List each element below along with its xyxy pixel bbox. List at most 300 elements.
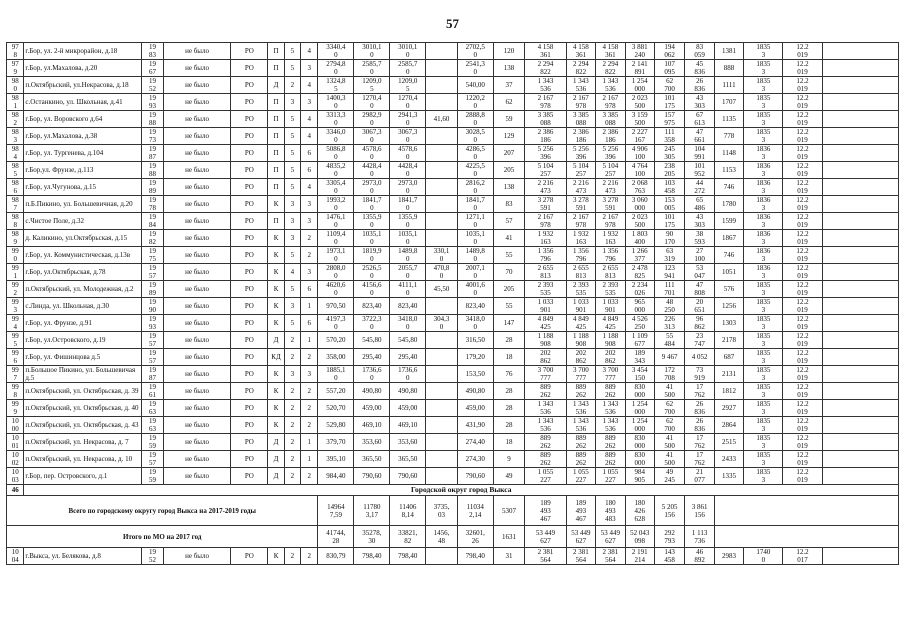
cost-budget: 245 305 — [654, 145, 684, 162]
cost-fund: 1 254 000 — [625, 400, 654, 417]
deadline: 12.2 019 — [783, 111, 822, 128]
owned-area: 11034 2,14 — [457, 496, 493, 526]
cost-budget: 49 245 — [654, 468, 684, 485]
residents: 55 — [493, 298, 525, 315]
total-area: 520,70 — [318, 400, 354, 417]
table-row — [7, 332, 899, 349]
cost-total-2: 889 262 — [566, 434, 595, 451]
entrances: 1 — [301, 434, 318, 451]
cost-owners: 17 762 — [685, 434, 714, 451]
wall-material: К — [268, 196, 284, 213]
cost-total: 3 700 777 — [525, 366, 566, 383]
wall-material: П — [268, 60, 284, 77]
cost-owners: 26 836 — [685, 400, 714, 417]
last-renovation: не было — [163, 281, 231, 298]
unit-cost: 1381 — [714, 43, 743, 60]
premises-area: 1841,7 0 — [354, 196, 390, 213]
wall-material: К — [268, 281, 284, 298]
cost-fund: 1 266 377 — [625, 247, 654, 264]
entrances: 4 — [301, 43, 318, 60]
residential-area: 295,40 — [390, 349, 426, 366]
empty-cell — [822, 247, 898, 264]
year-built: 19 59 — [142, 434, 164, 451]
cost-owners: 27 100 — [685, 247, 714, 264]
entrances: 1 — [301, 332, 318, 349]
cost-total: 3 385 088 — [525, 111, 566, 128]
empty-cell — [822, 213, 898, 230]
cost-total: 889 262 — [525, 383, 566, 400]
residents: 1631 — [493, 526, 525, 548]
address-cell: д. Каликино, ул.Октябрьская, д.15 — [24, 230, 142, 247]
max-cost: 1835 3 — [744, 366, 783, 383]
owned-area: 823,40 — [457, 298, 493, 315]
cost-budget: 62 700 — [654, 400, 684, 417]
owned-area: 490,80 — [457, 383, 493, 400]
cost-total: 189 493 467 — [525, 496, 566, 526]
max-cost: 1835 3 — [744, 111, 783, 128]
year-built: 19 83 — [142, 43, 164, 60]
nonresidential-area — [426, 400, 458, 417]
cost-total-3: 3 278 591 — [596, 196, 625, 213]
last-renovation: не было — [163, 417, 231, 434]
floors: 2 — [284, 548, 300, 565]
premises-area: 3067,3 0 — [354, 128, 390, 145]
cost-owners: 53 047 — [685, 264, 714, 281]
total-label: Итого по МО на 2017 год — [7, 526, 318, 548]
cost-total-2: 202 862 — [566, 349, 595, 366]
cost-owners: 20 651 — [685, 298, 714, 315]
premises-area: 4428,4 0 — [354, 162, 390, 179]
address-cell: п.Октябрьский, ул. Октябрьская, д. 39 — [24, 383, 142, 400]
empty-cell — [822, 315, 898, 332]
cost-total: 1 356 796 — [525, 247, 566, 264]
year-built: 19 87 — [142, 366, 164, 383]
row-number: 99 3 — [7, 298, 24, 315]
cost-total: 2 393 535 — [525, 281, 566, 298]
residential-area: 1270,4 0 — [390, 94, 426, 111]
entrances: 1 — [301, 298, 318, 315]
cost-total: 2 294 822 — [525, 60, 566, 77]
nonresidential-area: 304,3 0 — [426, 315, 458, 332]
last-renovation: не было — [163, 332, 231, 349]
table-row — [7, 451, 899, 468]
nonresidential-area — [426, 60, 458, 77]
ownership: РО — [231, 332, 268, 349]
unit-cost: 1812 — [714, 383, 743, 400]
ownership: РО — [231, 128, 268, 145]
cost-budget: 107 095 — [654, 60, 684, 77]
wall-material: Д — [268, 434, 284, 451]
empty-cell — [822, 43, 898, 60]
cost-total: 2 655 813 — [525, 264, 566, 281]
empty-cell — [822, 434, 898, 451]
residents: 207 — [493, 145, 525, 162]
max-cost: 1835 3 — [744, 77, 783, 94]
deadline: 12.2 019 — [783, 417, 822, 434]
premises-area: 2585,7 0 — [354, 60, 390, 77]
max-cost: 1835 3 — [744, 417, 783, 434]
premises-area: 1270,4 0 — [354, 94, 390, 111]
residential-area: 1489,8 0 — [390, 247, 426, 264]
residential-area: 459,00 — [390, 400, 426, 417]
total-area: 3313,3 0 — [318, 111, 354, 128]
table-row — [7, 417, 899, 434]
wall-material: К — [268, 315, 284, 332]
cost-fund: 1 254 000 — [625, 77, 654, 94]
cost-total-3: 1 343 536 — [596, 400, 625, 417]
address-cell: п.Б.Пикино, ул. Большевичная, д.20 — [24, 196, 142, 213]
deadline: 12.2 017 — [783, 548, 822, 565]
total-area: 970,50 — [318, 298, 354, 315]
wall-material: К — [268, 230, 284, 247]
premises-area: 295,40 — [354, 349, 390, 366]
cost-total-3: 5 104 257 — [596, 162, 625, 179]
max-cost: 1835 3 — [744, 468, 783, 485]
cost-total-3: 1 932 163 — [596, 230, 625, 247]
max-cost: 1835 3 — [744, 94, 783, 111]
row-number: 10 01 — [7, 434, 24, 451]
address-cell: п.Октябрьский, ул. Некрасова, д. 7 — [24, 434, 142, 451]
cost-total: 53 449 627 — [525, 526, 566, 548]
max-cost: 1835 3 — [744, 451, 783, 468]
ownership: РО — [231, 196, 268, 213]
cost-total-2: 4 158 361 — [566, 43, 595, 60]
entrances: 6 — [301, 315, 318, 332]
residents: 9 — [493, 451, 525, 468]
floors: 5 — [284, 128, 300, 145]
table-row — [7, 366, 899, 383]
wall-material: КД — [268, 349, 284, 366]
empty-cell — [822, 548, 898, 565]
last-renovation: не было — [163, 145, 231, 162]
empty-cell — [822, 128, 898, 145]
residential-area: 365,50 — [390, 451, 426, 468]
year-built: 19 61 — [142, 383, 164, 400]
ownership: РО — [231, 213, 268, 230]
cost-total-3: 889 262 — [596, 434, 625, 451]
total-mo-row — [7, 526, 899, 548]
floors: 3 — [284, 94, 300, 111]
owned-area: 316,50 — [457, 332, 493, 349]
deadline: 12.2 019 — [783, 349, 822, 366]
ownership: РО — [231, 94, 268, 111]
nonresidential-area — [426, 332, 458, 349]
max-cost: 1836 3 — [744, 179, 783, 196]
total-area: 3346,0 0 — [318, 128, 354, 145]
year-built: 19 67 — [142, 60, 164, 77]
total-area: 1993,2 0 — [318, 196, 354, 213]
table-row — [7, 548, 899, 565]
cost-total: 4 158 361 — [525, 43, 566, 60]
unit-cost: 1111 — [714, 77, 743, 94]
nonresidential-area — [426, 383, 458, 400]
year-built: 19 57 — [142, 264, 164, 281]
entrances: 6 — [301, 162, 318, 179]
row-number: 99 0 — [7, 247, 24, 264]
residential-area: 790,60 — [390, 468, 426, 485]
cost-budget: 172 708 — [654, 366, 684, 383]
deadline: 12.2 019 — [783, 179, 822, 196]
unit-cost: 576 — [714, 281, 743, 298]
cost-total: 5 104 257 — [525, 162, 566, 179]
cost-total-2: 3 278 591 — [566, 196, 595, 213]
cost-owners: 3 861 156 — [685, 496, 714, 526]
cost-total-2: 889 262 — [566, 451, 595, 468]
premises-area: 2973,0 0 — [354, 179, 390, 196]
empty-cell — [822, 145, 898, 162]
cost-total-2: 1 188 908 — [566, 332, 595, 349]
housing-register-table — [6, 42, 899, 565]
cost-total-3: 2 294 822 — [596, 60, 625, 77]
empty-cell — [822, 349, 898, 366]
unit-cost: 746 — [714, 179, 743, 196]
cost-fund: 180 426 628 — [625, 496, 654, 526]
total-area: 2808,0 0 — [318, 264, 354, 281]
floors: 3 — [284, 298, 300, 315]
row-number: 97 8 — [7, 43, 24, 60]
unit-cost: 2433 — [714, 451, 743, 468]
nonresidential-area — [426, 43, 458, 60]
wall-material: П — [268, 43, 284, 60]
address-cell: г.Бор, ул. Фрунзе, д.91 — [24, 315, 142, 332]
residents: 28 — [493, 417, 525, 434]
total-area: 570,20 — [318, 332, 354, 349]
owned-area: 1220,2 0 — [457, 94, 493, 111]
empty-cell — [822, 298, 898, 315]
nonresidential-area — [426, 366, 458, 383]
max-cost: 1835 3 — [744, 383, 783, 400]
unit-cost: 2515 — [714, 434, 743, 451]
unit-cost: 746 — [714, 247, 743, 264]
last-renovation: не было — [163, 247, 231, 264]
max-cost: 1836 3 — [744, 247, 783, 264]
residents: 5307 — [493, 496, 525, 526]
nonresidential-area: 470,8 0 — [426, 264, 458, 281]
row-number: 99 9 — [7, 400, 24, 417]
residential-area: 4428,4 0 — [390, 162, 426, 179]
address-cell: г.Выкса, ул. Белякова, д.8 — [24, 548, 142, 565]
entrances: 3 — [301, 94, 318, 111]
address-cell: г.Бор, ул. 2-й микрорайон, д.18 — [24, 43, 142, 60]
cost-total: 1 343 536 — [525, 417, 566, 434]
cost-total-3: 1 055 227 — [596, 468, 625, 485]
nonresidential-area — [426, 162, 458, 179]
owned-area: 790,60 — [457, 468, 493, 485]
row-number: 98 5 — [7, 162, 24, 179]
owned-area: 274,40 — [457, 434, 493, 451]
address-cell: г.Бор, ул.Махалова, д.20 — [24, 60, 142, 77]
wall-material: Д — [268, 451, 284, 468]
entrances: 4 — [301, 128, 318, 145]
cost-total-3: 4 158 361 — [596, 43, 625, 60]
cost-fund: 2 478 825 — [625, 264, 654, 281]
premises-area: 3010,1 0 — [354, 43, 390, 60]
cost-total: 1 343 536 — [525, 400, 566, 417]
year-built: 19 52 — [142, 77, 164, 94]
entrances: 3 — [301, 264, 318, 281]
row-number: 98 9 — [7, 230, 24, 247]
cost-owners: 45 836 — [685, 60, 714, 77]
nonresidential-area — [426, 77, 458, 94]
cost-total: 2 167 978 — [525, 213, 566, 230]
premises-area: 798,40 — [354, 548, 390, 565]
max-cost: 1835 3 — [744, 43, 783, 60]
max-cost: 1836 3 — [744, 213, 783, 230]
floors: 2 — [284, 468, 300, 485]
last-renovation: не было — [163, 77, 231, 94]
cost-total-3: 889 262 — [596, 451, 625, 468]
owned-area: 2816,2 0 — [457, 179, 493, 196]
max-cost: 1836 3 — [744, 145, 783, 162]
cost-budget: 157 975 — [654, 111, 684, 128]
wall-material: К — [268, 548, 284, 565]
cost-budget: 41 500 — [654, 383, 684, 400]
entrances: 2 — [301, 400, 318, 417]
max-cost: 1835 3 — [744, 349, 783, 366]
cost-budget: 41 500 — [654, 451, 684, 468]
table-row — [7, 162, 899, 179]
cost-total-2: 5 104 257 — [566, 162, 595, 179]
deadline: 12.2 019 — [783, 247, 822, 264]
cost-total-2: 4 849 425 — [566, 315, 595, 332]
unit-cost: 778 — [714, 128, 743, 145]
year-built: 19 84 — [142, 213, 164, 230]
empty-cell — [822, 77, 898, 94]
residential-area: 2973,0 0 — [390, 179, 426, 196]
deadline: 12.2 019 — [783, 315, 822, 332]
cost-budget: 194 062 — [654, 43, 684, 60]
unit-cost: 888 — [714, 60, 743, 77]
unit-cost: 1335 — [714, 468, 743, 485]
section-number: 46 — [7, 485, 24, 496]
empty-cell — [822, 281, 898, 298]
total-label: Всего по городскому округу город Выкса на 2017-2019 годы — [7, 496, 318, 526]
cost-fund: 2 023 500 — [625, 213, 654, 230]
floors: 2 — [284, 451, 300, 468]
cost-fund: 4 526 250 — [625, 315, 654, 332]
residential-area: 2055,7 0 — [390, 264, 426, 281]
last-renovation: не было — [163, 230, 231, 247]
row-number: 10 02 — [7, 451, 24, 468]
nonresidential-area — [426, 434, 458, 451]
residents: 138 — [493, 60, 525, 77]
owned-area: 2007,1 0 — [457, 264, 493, 281]
unit-cost: 1153 — [714, 162, 743, 179]
total-area: 3305,4 0 — [318, 179, 354, 196]
row-number: 99 8 — [7, 383, 24, 400]
cost-fund: 3 881 240 — [625, 43, 654, 60]
last-renovation: не было — [163, 60, 231, 77]
ownership: РО — [231, 179, 268, 196]
entrances: 2 — [301, 383, 318, 400]
cost-total-3: 1 356 796 — [596, 247, 625, 264]
residents: 57 — [493, 213, 525, 230]
wall-material: К — [268, 247, 284, 264]
year-built: 19 82 — [142, 230, 164, 247]
cost-total-3: 53 449 627 — [596, 526, 625, 548]
deadline: 12.2 019 — [783, 77, 822, 94]
cost-total: 3 278 591 — [525, 196, 566, 213]
row-number: 98 7 — [7, 196, 24, 213]
ownership: РО — [231, 111, 268, 128]
ownership: РО — [231, 315, 268, 332]
cost-total-2: 2 381 564 — [566, 548, 595, 565]
floors: 5 — [284, 247, 300, 264]
year-built: 19 78 — [142, 196, 164, 213]
ownership: РО — [231, 383, 268, 400]
residents: 205 — [493, 281, 525, 298]
cost-fund: 3 159 500 — [625, 111, 654, 128]
cost-total: 2 381 564 — [525, 548, 566, 565]
total-area: 395,10 — [318, 451, 354, 468]
empty-cell — [822, 451, 898, 468]
owned-area: 431,90 — [457, 417, 493, 434]
nonresidential-area — [426, 451, 458, 468]
unit-cost: 1303 — [714, 315, 743, 332]
cost-fund: 2 023 500 — [625, 94, 654, 111]
cost-total-3: 3 385 088 — [596, 111, 625, 128]
cost-total-2: 3 700 777 — [566, 366, 595, 383]
ownership: РО — [231, 60, 268, 77]
floors: 3 — [284, 196, 300, 213]
premises-area: 1209,0 5 — [354, 77, 390, 94]
cost-owners: 104 991 — [685, 145, 714, 162]
floors: 3 — [284, 366, 300, 383]
owned-area: 3028,5 0 — [457, 128, 493, 145]
premises-area: 35278, 30 — [354, 526, 390, 548]
cost-total-3: 202 862 — [596, 349, 625, 366]
table-row — [7, 145, 899, 162]
cost-total-3: 1 343 536 — [596, 417, 625, 434]
max-cost: 1835 3 — [744, 281, 783, 298]
floors: 3 — [284, 213, 300, 230]
nonresidential-area: 330,1 0 — [426, 247, 458, 264]
total-area: 4835,2 0 — [318, 162, 354, 179]
table-row — [7, 298, 899, 315]
deadline: 12.2 019 — [783, 400, 822, 417]
deadline: 12.2 019 — [783, 162, 822, 179]
cost-total: 202 862 — [525, 349, 566, 366]
row-number: 99 4 — [7, 315, 24, 332]
cost-fund: 4 906 100 — [625, 145, 654, 162]
ownership: РО — [231, 230, 268, 247]
total-okrug-row — [7, 496, 899, 526]
address-cell: г.Бор,ул. Фрунзе, д.113 — [24, 162, 142, 179]
entrances: 4 — [301, 179, 318, 196]
table-row — [7, 43, 899, 60]
wall-material: П — [268, 128, 284, 145]
premises-area: 11780 3,17 — [354, 496, 390, 526]
total-area: 984,40 — [318, 468, 354, 485]
cost-total-2: 1 343 536 — [566, 400, 595, 417]
empty-cell — [822, 94, 898, 111]
address-cell: п.Октябрьский, ул. Некрасова, д. 10 — [24, 451, 142, 468]
cost-owners: 26 836 — [685, 77, 714, 94]
ownership: РО — [231, 43, 268, 60]
cost-budget: 63 319 — [654, 247, 684, 264]
premises-area: 459,00 — [354, 400, 390, 417]
residential-area: 1355,9 0 — [390, 213, 426, 230]
cost-fund: 830 000 — [625, 434, 654, 451]
wall-material: К — [268, 400, 284, 417]
owned-area: 274,30 — [457, 451, 493, 468]
address-cell: с.Останкино, ул. Школьная, д.41 — [24, 94, 142, 111]
table-row — [7, 213, 899, 230]
cost-total: 2 216 473 — [525, 179, 566, 196]
empty-cell — [822, 111, 898, 128]
nonresidential-area — [426, 298, 458, 315]
residential-area: 2941,3 0 — [390, 111, 426, 128]
